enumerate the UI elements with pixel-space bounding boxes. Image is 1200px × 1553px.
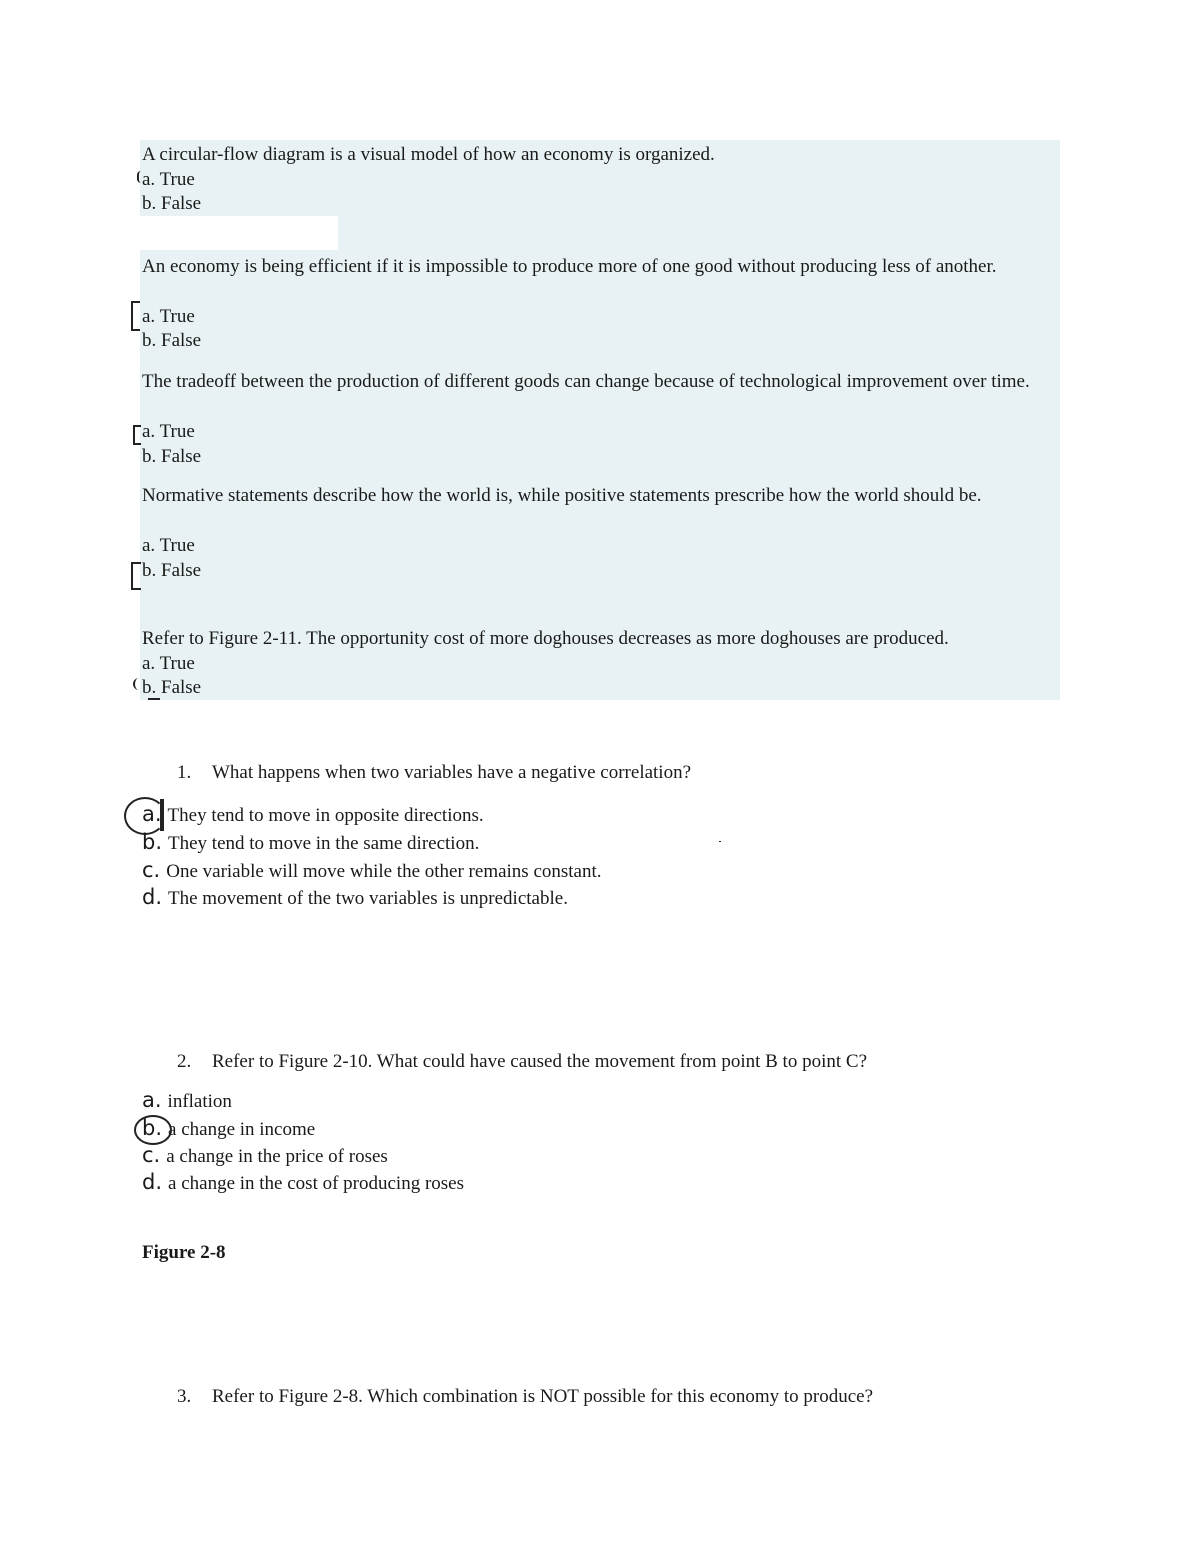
question-1-text: What happens when two variables have a negative correlation? bbox=[212, 762, 692, 783]
tf-question-4-option-a[interactable]: a. True bbox=[142, 535, 195, 556]
tf-question-2-option-a[interactable]: a. True bbox=[142, 306, 195, 327]
choice-text: inflation bbox=[167, 1091, 232, 1112]
tf-question-2: An economy is being efficient if it is impossible to produce more of one good without producing less of another. bbox=[142, 256, 997, 277]
figure-label: Figure 2-8 bbox=[142, 1242, 226, 1263]
tf-question-1: A circular-flow diagram is a visual model of how an economy is organized. bbox=[142, 144, 715, 165]
answer-mark-tick bbox=[133, 678, 141, 690]
choice-letter: c. bbox=[142, 1143, 161, 1167]
tf-question-1-option-a[interactable]: a. True bbox=[142, 169, 195, 190]
choice-text: a change in the price of roses bbox=[166, 1146, 388, 1167]
choice-letter: b. bbox=[142, 1116, 163, 1140]
choice-letter: d. bbox=[142, 1170, 163, 1194]
answer-mark-bracket bbox=[131, 301, 140, 331]
answer-mark-bracket bbox=[133, 425, 141, 445]
choice-text: The movement of the two variables is unpredictable. bbox=[168, 888, 568, 909]
tf-question-4-option-b[interactable]: b. False bbox=[142, 560, 202, 581]
choice-letter: a. bbox=[142, 1088, 162, 1112]
choice-letter: a. bbox=[142, 802, 162, 826]
question-1-choice-b[interactable] bbox=[142, 829, 479, 857]
choice-letter: b. bbox=[142, 830, 163, 854]
tf-question-1-option-b[interactable]: b. False bbox=[142, 193, 202, 214]
question-2-text: Refer to Figure 2-10. What could have caused the movement from point B to point C? bbox=[212, 1051, 867, 1072]
answer-mark-tick bbox=[137, 171, 142, 183]
question-number: 2. bbox=[177, 1051, 192, 1072]
tf-question-5-option-b[interactable]: b. False bbox=[142, 677, 202, 698]
tf-question-3-option-b[interactable]: b. False bbox=[142, 446, 202, 467]
question-number: 3. bbox=[177, 1386, 192, 1407]
question-1-choice-a[interactable] bbox=[142, 801, 484, 829]
choice-letter: c. bbox=[142, 858, 161, 882]
answer-mark-underline bbox=[148, 698, 160, 700]
question-2-choice-d[interactable] bbox=[142, 1169, 464, 1197]
question-2-choice-c[interactable] bbox=[142, 1142, 388, 1170]
choice-letter: d. bbox=[142, 885, 163, 909]
choice-text: They tend to move in the same direction. bbox=[168, 833, 480, 854]
tf-question-5-option-a[interactable]: a. True bbox=[142, 653, 195, 674]
question-1-choice-c[interactable] bbox=[142, 857, 602, 885]
question-3-text: Refer to Figure 2-8. Which combination is NOT possible for this economy to produce? bbox=[212, 1386, 874, 1407]
answer-circle-mark bbox=[134, 1115, 172, 1145]
choice-text: They tend to move in opposite directions. bbox=[167, 805, 484, 826]
tf-question-3-option-a[interactable]: a. True bbox=[142, 421, 195, 442]
choice-text: One variable will move while the other remains constant. bbox=[166, 861, 602, 882]
question-2-choice-a[interactable] bbox=[142, 1087, 232, 1115]
choice-text: a change in the cost of producing roses bbox=[168, 1173, 465, 1194]
question-1-choice-d[interactable] bbox=[142, 884, 568, 912]
answer-mark-bracket bbox=[131, 562, 141, 590]
answer-mark-bar bbox=[160, 799, 164, 831]
question-number: 1. bbox=[177, 762, 192, 783]
tf-question-5: Refer to Figure 2-11. The opportunity cost of more doghouses decreases as more doghouses are produced. bbox=[142, 628, 949, 649]
tf-question-4: Normative statements describe how the world is, while positive statements prescribe how the world should be. bbox=[142, 485, 982, 506]
highlight-gap bbox=[140, 216, 338, 250]
tf-question-2-option-b[interactable]: b. False bbox=[142, 330, 202, 351]
choice-text: a change in income bbox=[168, 1119, 316, 1140]
tf-question-3: The tradeoff between the production of different goods can change because of technological improvement over time. bbox=[142, 371, 1030, 392]
stray-dot bbox=[719, 841, 721, 842]
